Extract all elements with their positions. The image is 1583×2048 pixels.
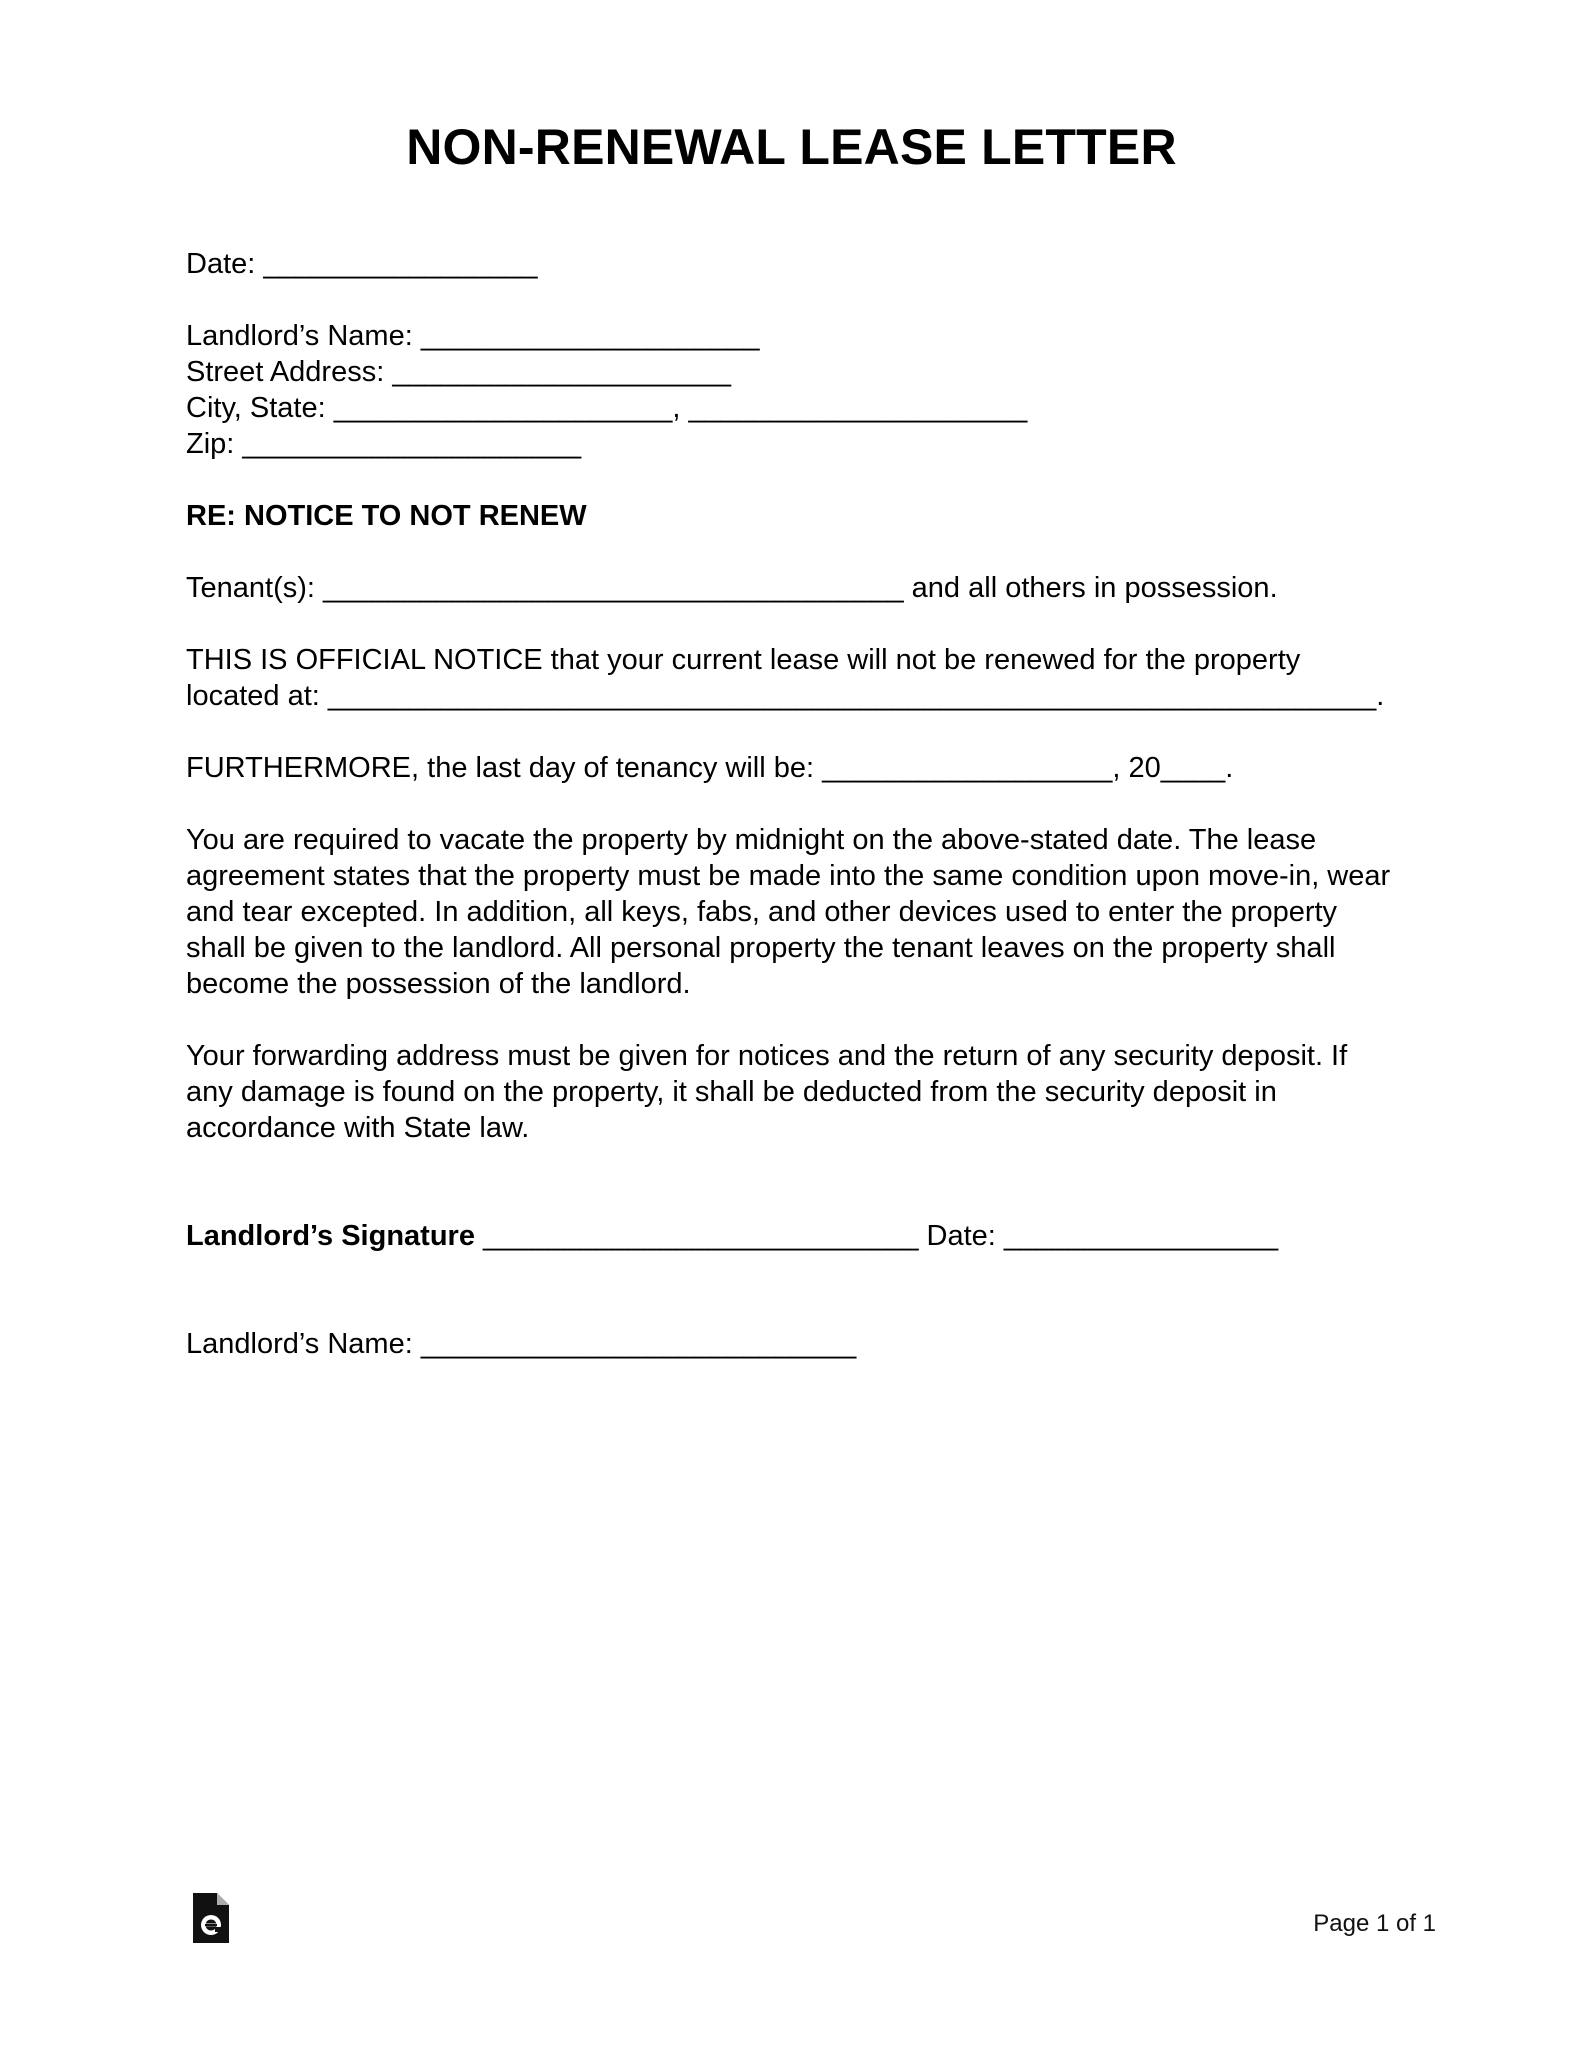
printed-name-field[interactable]: Landlord’s Name: ___________________________ xyxy=(186,1328,857,1360)
document-title: NON-RENEWAL LEASE LETTER xyxy=(406,119,1177,175)
forwarding-paragraph: Your forwarding address must be given for notices and the return of any security deposit. If any damage is found on the property, it shall be deducted from the security deposit in accordance with State law. xyxy=(186,1040,1348,1144)
page-number: Page 1 of 1 xyxy=(1313,1910,1436,1937)
re-heading: RE: NOTICE TO NOT RENEW xyxy=(186,500,587,532)
signature-row xyxy=(186,1218,1426,1254)
landlord-name-field[interactable]: Landlord’s Name: _____________________ xyxy=(186,320,760,352)
eforms-logo-icon xyxy=(193,1893,229,1943)
official-notice-paragraph[interactable]: THIS IS OFFICIAL NOTICE that your current lease will not be renewed for the property located at: _________________________________________________________________. xyxy=(186,644,1385,712)
letter-body xyxy=(186,246,1426,1362)
zip-field[interactable]: Zip: _____________________ xyxy=(186,428,582,460)
last-day-field[interactable]: FURTHERMORE, the last day of tenancy will be: __________________, 20____. xyxy=(186,752,1234,784)
city-state-field[interactable]: City, State: _____________________, _____________________ xyxy=(186,392,1028,424)
date-field[interactable]: Date: _________________ xyxy=(186,248,538,280)
tenants-field[interactable]: Tenant(s): ____________________________________ and all others in possession. xyxy=(186,572,1278,604)
signature-field[interactable]: ___________________________ xyxy=(474,1220,927,1252)
vacate-paragraph: You are required to vacate the property by midnight on the above-stated date. The lease agreement states that the property must be made into the same condition upon move-in, wear and tear excepted. In addition, all keys, fabs, and other devices used to enter the property shall be given to the landlord. All personal property the tenant leaves on the property shall become the possession of the landlord. xyxy=(186,824,1391,1000)
signature-label: Landlord’s Signature xyxy=(186,1220,475,1252)
signature-date-field[interactable]: Date: _________________ xyxy=(926,1220,1279,1252)
street-address-field[interactable]: Street Address: _____________________ xyxy=(186,356,732,388)
